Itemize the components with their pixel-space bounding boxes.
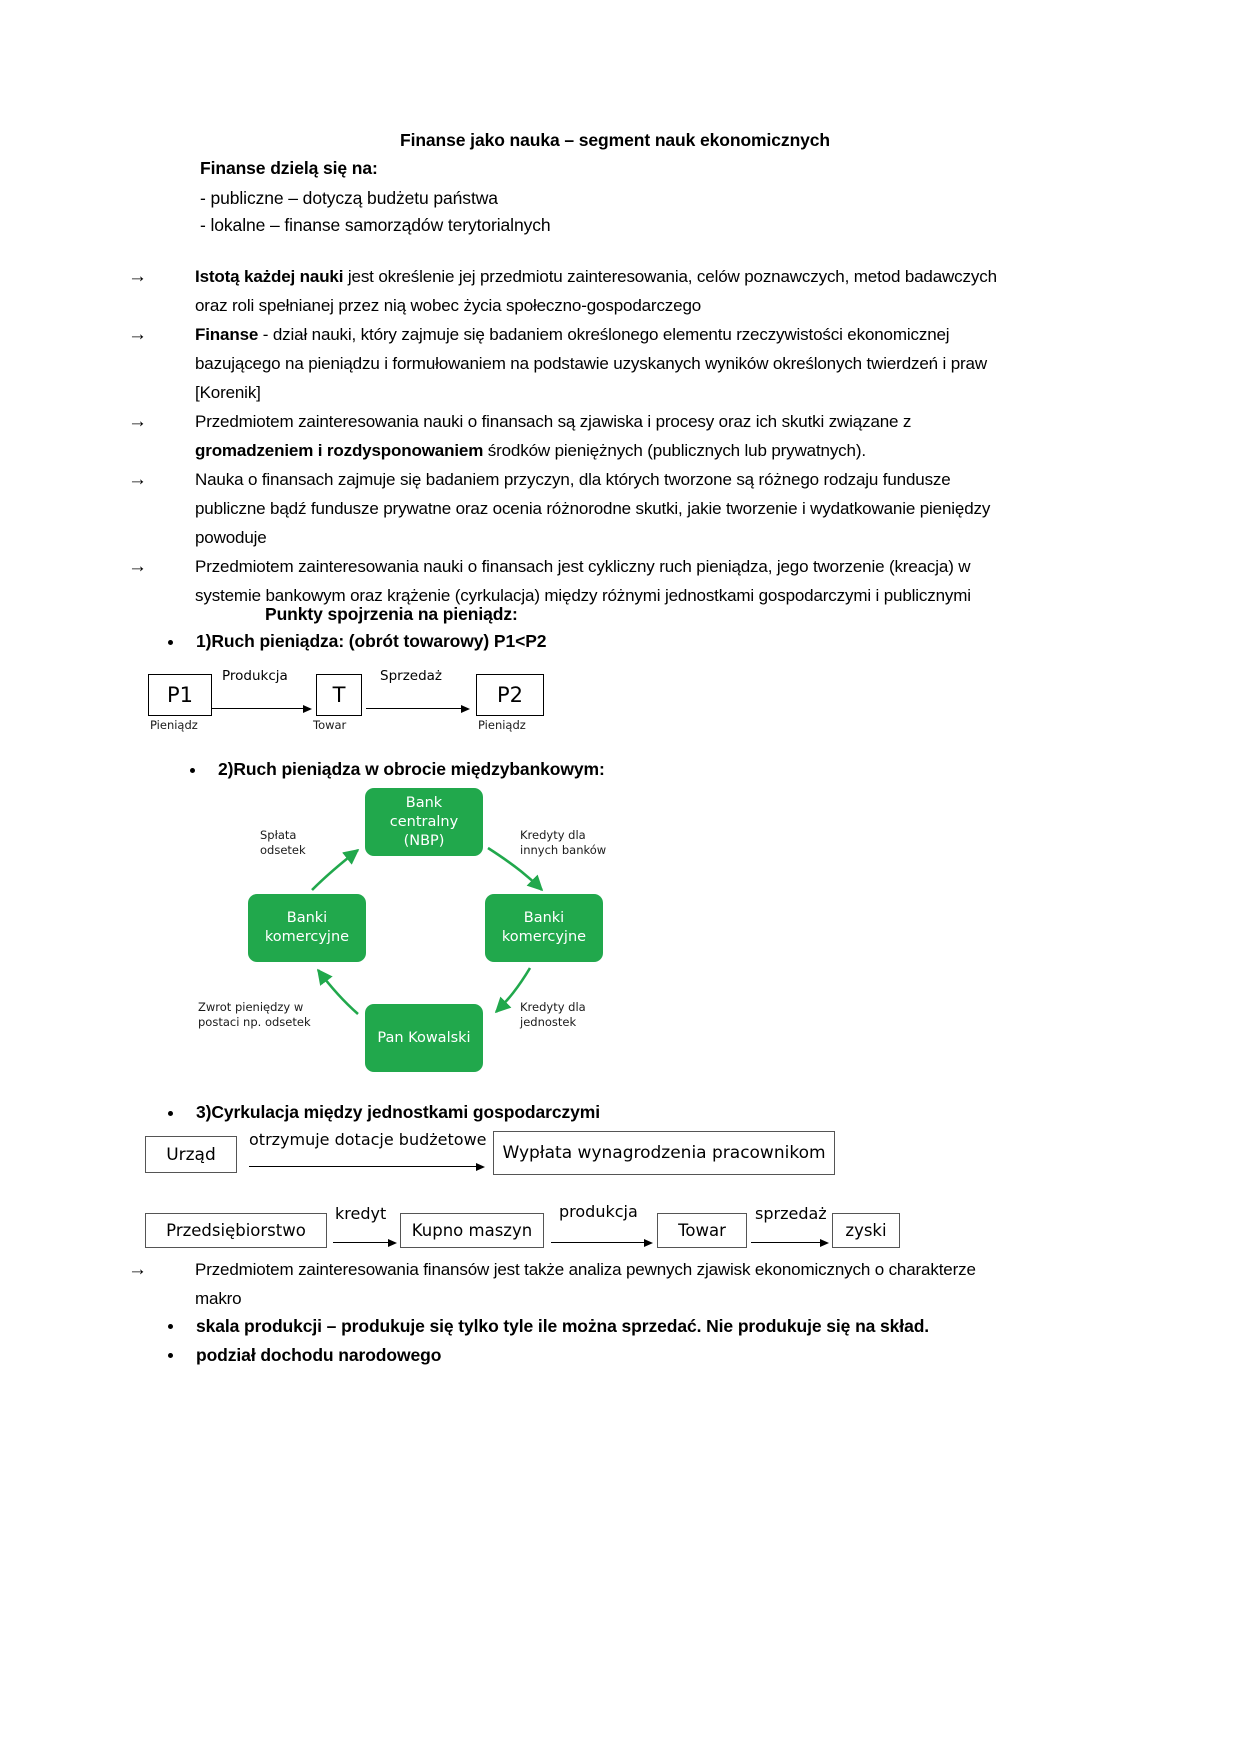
lead-line-1: Finanse dzielą się na: <box>200 158 378 178</box>
arrow-item-text: Przedmiotem zainteresowania nauki o finansach są zjawiska i procesy oraz ich skutki związane z <box>195 412 912 431</box>
goods-flow-diagram <box>148 668 708 740</box>
arrow-list-item <box>128 465 1008 552</box>
cycle-node-left-line2: komercyjne <box>264 929 350 945</box>
arrow-list-item <box>128 407 1008 465</box>
arrow-item-bold-lead: Finanse <box>195 325 259 344</box>
bullet-item-3: 3)Cyrkulacja między jednostkami gospodarczymi <box>168 1102 600 1123</box>
cycle-label-kredjed-line2: jednostek <box>520 1015 577 1029</box>
flow-caption-towar: Towar <box>313 718 347 732</box>
cycle-label-kredbank-line2: innych banków <box>520 843 607 857</box>
bottom-bullet-item: skala produkcji – produkuje się tylko tyle ile można sprzedać. Nie produkuje się na skład. <box>168 1312 1028 1341</box>
arrow-item-bold-mid: gromadzeniem i rozdysponowaniem <box>195 441 484 460</box>
circ-arrow-icon <box>751 1242 827 1243</box>
arrow-item-text: Przedmiotem zainteresowania finansów jest także analiza pewnych zjawisk ekonomicznych o charakterze makro <box>195 1260 976 1308</box>
cycle-label-splata-odsetek <box>260 828 340 858</box>
cycle-label-zwrot-pieniedzy <box>198 1000 328 1030</box>
circ-arrow-label-sprzedaz: sprzedaż <box>755 1204 827 1223</box>
arrow-item-text: jest określenie jej przedmiotu zainteresowania, celów poznawczych, metod badawczych oraz roli spełnianej przez nią wobec życia społeczno-gospodarczego <box>195 267 997 315</box>
cycle-node-pan-kowalski-label: Pan Kowalski <box>377 1029 471 1046</box>
arrow-right-icon: → <box>128 469 147 490</box>
bottom-bullet-list <box>168 1312 1028 1370</box>
circulation-row-2 <box>145 1204 1065 1254</box>
arrow-list-item <box>128 320 1008 407</box>
cycle-label-kredyty-innych-bankow <box>520 828 630 858</box>
circ-node-przedsiebiorstwo: Przedsiębiorstwo <box>145 1213 327 1248</box>
circ-arrow-icon <box>551 1242 651 1243</box>
cycle-node-left-line1: Banki <box>286 910 328 926</box>
cycle-label-kredjed-line1: Kredyty dla <box>520 1000 586 1014</box>
arrow-right-icon: → <box>128 556 147 577</box>
cycle-node-banki-komercyjne-right <box>485 894 603 962</box>
bullet-item-2: 2)Ruch pieniądza w obrocie międzybankowym: <box>190 759 605 780</box>
arrow-item-bold-lead: Istotą każdej nauki <box>195 267 344 286</box>
arrow-right-icon: → <box>128 411 147 432</box>
arrow-right-icon: → <box>128 1259 147 1280</box>
flow-arrow-icon <box>366 708 468 709</box>
arrow-item-text: Nauka o finansach zajmuje się badaniem przyczyn, dla których tworzone są różnego rodzaju fundusze publiczne bądź fundusze prywatne oraz ocenia różnorodne skutki, jakie tworzenie i wydatkowanie pieniędzy powoduje <box>195 470 991 547</box>
circ-arrow-label-kredyt: kredyt <box>335 1204 387 1223</box>
arrow-list-item <box>128 262 1008 320</box>
cycle-label-zwrot-line2: postaci np. odsetek <box>198 1015 311 1029</box>
cycle-label-kredbank-line1: Kredyty dla <box>520 828 586 842</box>
circ-node-wyplata: Wypłata wynagrodzenia pracownikom <box>493 1131 835 1175</box>
bank-cycle-diagram <box>198 782 750 1082</box>
page-title: Finanse jako nauka – segment nauk ekonomicznych <box>399 130 831 150</box>
circ-node-zyski: zyski <box>832 1213 900 1248</box>
circ-arrow-icon <box>249 1166 483 1167</box>
circulation-row-1 <box>145 1131 1045 1181</box>
circ-arrow-icon <box>333 1242 395 1243</box>
flow-caption-pieniadz-1: Pieniądz <box>150 718 198 732</box>
cycle-node-banki-komercyjne-left <box>248 894 366 962</box>
flow-arrow-label-sprzedaz: Sprzedaż <box>380 668 443 684</box>
arrow-item-text: Przedmiotem zainteresowania nauki o finansach jest cykliczny ruch pieniądza, jego tworzenie (kreacja) w systemie bankowym oraz krążenie (cyrkulacja) między różnymi jednostkami gospodarczymi i publicznymi <box>195 557 971 605</box>
flow-node-t: T <box>316 674 362 716</box>
circ-node-towar: Towar <box>657 1213 747 1248</box>
cycle-node-right-line2: komercyjne <box>501 929 587 945</box>
circ-node-kupno-maszyn: Kupno maszyn <box>400 1213 544 1248</box>
arrow-list-item <box>128 552 1008 610</box>
lead-line-3: - lokalne – finanse samorządów terytorialnych <box>200 215 551 235</box>
flow-caption-pieniadz-2: Pieniądz <box>478 718 526 732</box>
cycle-label-splata-line1: Spłata <box>260 828 297 842</box>
flow-arrow-icon <box>212 708 310 709</box>
flow-node-p2: P2 <box>476 674 544 716</box>
arrow-right-icon: → <box>128 324 147 345</box>
arrow-bullet-list <box>128 262 1008 610</box>
arrow-right-icon: → <box>128 266 147 287</box>
circ-node-urzad: Urząd <box>145 1136 237 1173</box>
circ-arrow-label-produkcja: produkcja <box>559 1202 638 1221</box>
cycle-node-pan-kowalski <box>365 1004 483 1072</box>
cycle-node-bank-centralny-line2: centralny <box>389 813 459 830</box>
circ-arrow-label-dotacje: otrzymuje dotacje budżetowe <box>249 1130 487 1149</box>
bottom-arrow-list <box>128 1255 1008 1313</box>
arrow-item-text: - dział nauki, który zajmuje się badaniem określonego elementu rzeczywistości ekonomicznej bazującego na pieniądzu i formułowaniem na podstawie uzyskanych wyników określonych twierdzeń i praw [Korenik] <box>195 325 987 402</box>
flow-arrow-label-produkcja: Produkcja <box>222 668 288 684</box>
cycle-label-zwrot-line1: Zwrot pieniędzy w <box>198 1000 304 1014</box>
section-subheading: Punkty spojrzenia na pieniądz: <box>265 604 518 624</box>
cycle-node-bank-centralny <box>365 788 483 856</box>
bullet-item-1: 1)Ruch pieniądza: (obrót towarowy) P1<P2 <box>168 631 546 652</box>
arrow-list-item <box>128 1255 1008 1313</box>
arrow-item-text-tail: środków pieniężnych (publicznych lub prywatnych). <box>483 441 866 460</box>
cycle-node-right-line1: Banki <box>523 910 565 926</box>
flow-node-p1: P1 <box>148 674 212 716</box>
lead-line-2: - publiczne – dotyczą budżetu państwa <box>200 188 498 208</box>
cycle-label-splata-line2: odsetek <box>260 843 306 857</box>
cycle-label-kredyty-jednostek <box>520 1000 620 1030</box>
cycle-node-bank-centralny-line1: Bank <box>405 794 443 811</box>
cycle-node-bank-centralny-line3: (NBP) <box>403 832 445 849</box>
bottom-bullet-item: podział dochodu narodowego <box>168 1341 1028 1370</box>
